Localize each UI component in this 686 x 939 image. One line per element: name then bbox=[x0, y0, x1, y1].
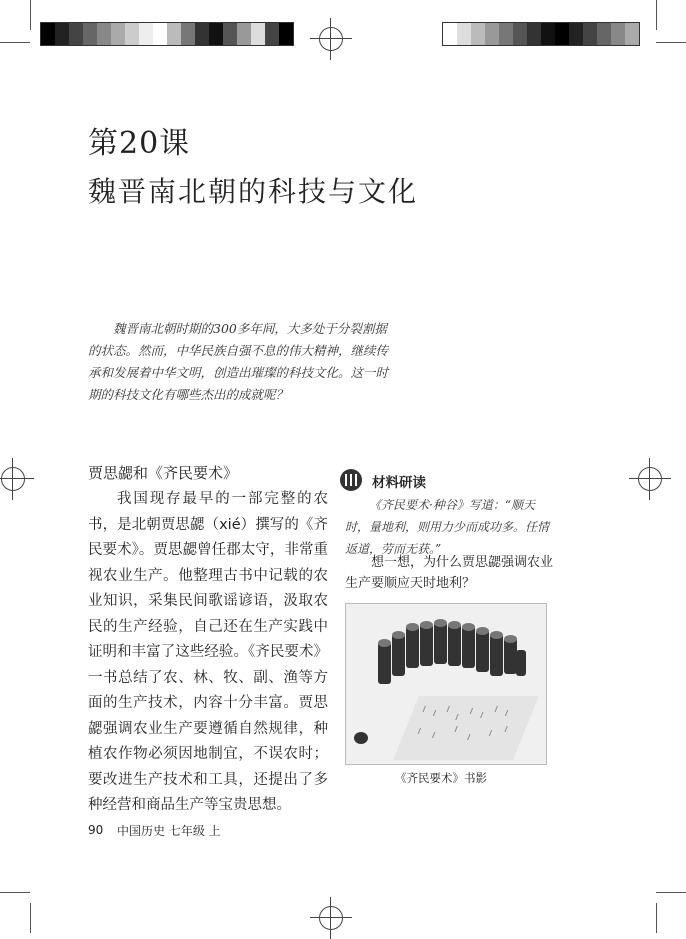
crop-mark bbox=[0, 892, 30, 893]
crop-mark bbox=[0, 42, 30, 43]
page-number: 90 bbox=[88, 823, 104, 837]
color-calibration-bar-right bbox=[442, 22, 640, 46]
crop-mark bbox=[30, 0, 31, 30]
lesson-number: 第20课 bbox=[88, 126, 191, 161]
registration-mark-icon bbox=[638, 467, 662, 491]
crop-mark bbox=[656, 0, 657, 30]
book-name: 中国历史 七年级 上 bbox=[117, 824, 221, 838]
lesson-title: 魏晋南北朝的科技与文化 bbox=[88, 175, 419, 208]
crop-mark bbox=[656, 42, 686, 43]
material-title: 材料研读 bbox=[372, 475, 426, 491]
image-caption: 《齐民要术》书影 bbox=[395, 771, 487, 785]
material-quote: 《齐民要术·种谷》写道：“顺天时，量地利，则用力少而成功多。任情返道，劳而无获。” bbox=[345, 498, 550, 556]
lesson-intro: 魏晋南北朝时期的300多年间，大多处于分裂割据的状态。然而，中华民族自强不息的伟大精神，继续传承和发展着中华文明，创造出璀璨的科技文化。这一时期的科技文化有哪些杰出的成就呢？ bbox=[88, 321, 389, 402]
scroll-page bbox=[393, 696, 539, 760]
section-body: 我国现存最早的一部完整的农书，是北朝贾思勰（xié）撰写的《齐民要术》。贾思勰曾任郡太守，非常重视农业生产。他整理古书中记载的农业知识，采集民间歌谣谚语，汲取农民的生产经验，自己还在生产实践中证明和丰富了这些经验。《齐民要术》一书总结了农、林、牧、副、渔等方面的生产技术，内容十分丰富。贾思勰强调农业生产要遵循自然规律，种植农作物必须因地制宜，不误农时；要改进生产技术和工具，还提出了多种经营和商品生产等宝贵思想。 bbox=[88, 491, 328, 813]
section-heading: 贾思勰和《齐民要术》 bbox=[88, 464, 239, 482]
material-reading-icon bbox=[340, 469, 362, 491]
crop-mark bbox=[30, 903, 31, 933]
crop-mark bbox=[656, 892, 686, 893]
book-photo bbox=[345, 603, 547, 765]
registration-mark-icon bbox=[319, 27, 343, 51]
registration-mark-icon bbox=[1, 467, 25, 491]
crop-mark bbox=[656, 903, 657, 933]
registration-mark-icon bbox=[319, 906, 343, 930]
material-question: 想一想，为什么贾思勰强调农业生产要顺应天时地利？ bbox=[345, 555, 554, 591]
color-calibration-bar-left bbox=[40, 22, 294, 46]
